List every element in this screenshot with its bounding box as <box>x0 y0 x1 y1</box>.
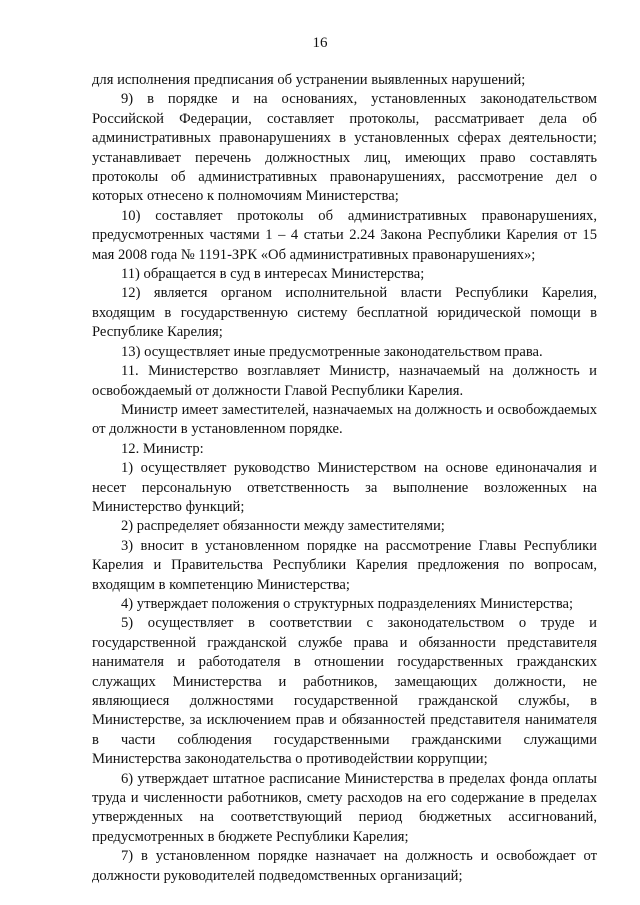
paragraph-item-11: 11) обращается в суд в интересах Министерства; <box>121 266 425 283</box>
paragraph-section-12: 12. Министр: <box>121 440 204 457</box>
paragraph-item-13: 13) осуществляет иные предусмотренные законодательством права. <box>121 343 543 360</box>
paragraph-item-9: 9) в порядке и на основаниях, установленных законодательством Российской Федерации, составляет протоколы, рассматривает дела об административных правонарушениях в установленных сферах деятельности; устанавливает перечень должностных лиц, имеющих право составлять протоколы об административных правонарушениях, рассмотрение дел о которых отнесено к полномочиям Министерства; <box>92 91 597 205</box>
paragraph-continuation: для исполнения предписания об устранении выявленных нарушений; <box>92 72 526 88</box>
paragraph-item-12: 12) является органом исполнительной власти Республики Карелия, входящим в государственную систему бесплатной юридической помощи в Республике Карелия; <box>92 285 597 341</box>
page-number: 16 <box>312 35 328 51</box>
paragraph-minister-6: 6) утверждает штатное расписание Министерства в пределах фонда оплаты труда и численности работников, смету расходов на его содержание в пределах утвержденных на соответствующий период бюджетных ассигнований, предусмотренных в бюджете Республики Карелия; <box>92 770 597 845</box>
paragraph-minister-5: 5) осуществляет в соответствии с законодательством о труде и государственной гражданской службе права и обязанности представителя нанимателя и работодателя в отношении государственных гражданских служащих Министерства и работников, замещающих должности, не являющиеся должностями государственной гражданской службы, в Министерстве, за исключением прав и обязанностей представителя нанимателя в части соблюдения государственными гражданскими служащими Министерства законодательства о противодействии коррупции; <box>92 615 597 768</box>
document-body <box>92 71 597 886</box>
paragraph-minister-2: 2) распределяет обязанности между заместителями; <box>121 518 445 535</box>
paragraph-minister-7: 7) в установленном порядке назначает на должность и освобождает от должности руководителей подведомственных организаций; <box>92 848 597 884</box>
paragraph-item-10: 10) составляет протоколы об административных правонарушениях, предусмотренных частями 1 – 4 статьи 2.24 Закона Республики Карелия от 15 мая 2008 года № 1191-ЗРК «Об административных правонарушениях»; <box>92 207 597 263</box>
paragraph-deputies: Министр имеет заместителей, назначаемых на должность и освобождаемых от должности в установленном порядке. <box>92 401 597 438</box>
paragraph-minister-1: 1) осуществляет руководство Министерством на основе единоначалия и несет персональную ответственность за выполнение возложенных на Министерство функций; <box>92 460 597 515</box>
paragraph-section-11: 11. Министерство возглавляет Министр, назначаемый на должность и освобождаемый от должности Главой Республики Карелия. <box>92 363 597 399</box>
paragraph-minister-4: 4) утверждает положения о структурных подразделениях Министерства; <box>121 595 574 612</box>
paragraph-minister-3: 3) вносит в установленном порядке на рассмотрение Главы Республики Карелия и Правительства Республики Карелия предложения по вопросам, входящим в компетенцию Министерства; <box>92 537 597 593</box>
